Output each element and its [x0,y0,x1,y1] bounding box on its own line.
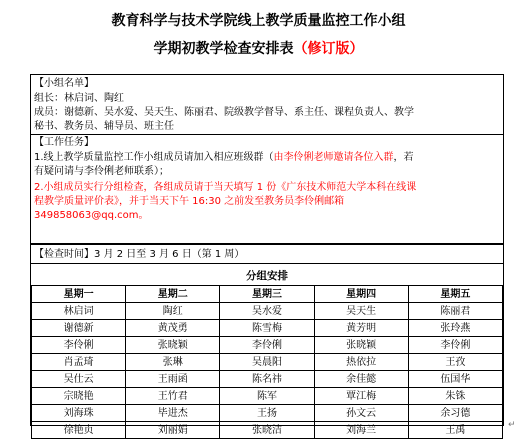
tasks-heading: 【工作任务】 [34,137,94,148]
table-cell: 王竹君 [126,388,220,405]
task-item-1 [34,151,500,164]
schedule-table [31,285,503,439]
group-leader: 组长：林启词、陶红 [34,93,124,104]
table-row [32,320,503,337]
table-cell: 吴仕云 [32,371,126,388]
table-cell: 毕进杰 [126,405,220,422]
table-cell: 刘丽娟 [126,422,220,439]
table-cell: 王扬 [220,405,314,422]
table-cell: 张玲燕 [408,320,502,337]
table-cell: 伍国华 [408,371,502,388]
divider [31,263,503,264]
table-cell: 张琳 [126,354,220,371]
table-cell: 李伶俐 [220,337,314,354]
task-item-2-cont: 程教学质量评价表》，并于当天下午 16:30 之前发至教务员李伶俐邮箱 [34,196,345,207]
table-cell: 张晓颖 [314,337,408,354]
table-cell: 吴晨阳 [220,354,314,371]
table-cell: 吴天生 [314,303,408,320]
table-cell: 陈雪梅 [220,320,314,337]
day-header: 星期三 [220,286,314,303]
table-cell: 热依拉 [314,354,408,371]
table-cell: 陈军 [220,388,314,405]
table-cell: 孙文云 [314,405,408,422]
table-cell: 林启词 [32,303,126,320]
table-cell: 余习德 [408,405,502,422]
table-cell: 李伶俐 [32,337,126,354]
table-cell: 余佳懿 [314,371,408,388]
table-row [32,405,503,422]
table-row [32,303,503,320]
table-cell: 张晓洁 [220,422,314,439]
task-1-text-b: ，若 [393,152,414,163]
table-cell: 覃江梅 [314,388,408,405]
subtitle-main: 学期初教学检查安排表 [153,41,294,57]
table-cell: 徐艳贞 [32,422,126,439]
task-1-highlight: 由李伶俐老师邀请各位入群 [273,152,394,163]
info-box [30,74,504,244]
table-cell: 刘海兰 [314,422,408,439]
paragraph-mark: ↵ [508,420,516,430]
table-cell: 陈丽君 [408,303,502,320]
table-header-row [32,286,503,303]
task-item-1-cont: 有疑问请与李伶俐老师联系）； [34,166,169,177]
table-row [32,371,503,388]
table-cell: 黄茂勇 [126,320,220,337]
table-cell: 黄芳明 [314,320,408,337]
table-cell: 张晓颖 [126,337,220,354]
group-members-line1: 成员：谢德新、吴水爱、吴天生、陈丽君、院级教学督导、系主任、课程负责人、教学 [34,107,414,118]
table-cell: 谢德新 [32,320,126,337]
day-header: 星期五 [408,286,502,303]
day-header: 星期一 [32,286,126,303]
group-members-line2: 秘书、教务员、辅导员、班主任 [34,121,174,132]
document-title: 教育科学与技术学院线上教学质量监控工作小组 [111,13,406,29]
task-item-2: 2.小组成员实行分组检查，各组成员请于当天填写 1 份《广东技术师范大学本科在线课 [34,182,417,193]
task-1-text-a: 1.线上教学质量监控工作小组成员请加入相应班级群（ [34,152,274,163]
table-body [32,303,503,439]
table-row [32,354,503,371]
table-cell: 陈名祎 [220,371,314,388]
section-title: 分组安排 [246,270,288,282]
table-row [32,422,503,439]
table-cell: 王孜 [408,354,502,371]
revision-label: （修订版） [293,41,364,57]
day-header: 星期四 [314,286,408,303]
divider [31,134,503,135]
table-cell: 王禹 [408,422,502,439]
table-cell: 王雨函 [126,371,220,388]
table-cell: 陶红 [126,303,220,320]
table-cell: 肖孟琦 [32,354,126,371]
table-cell: 刘海珠 [32,405,126,422]
document-subtitle [0,38,517,58]
table-cell: 朱铢 [408,388,502,405]
table-row [32,388,503,405]
schedule-box [30,244,504,436]
group-heading: 【小组名单】 [34,78,94,89]
day-header: 星期二 [126,286,220,303]
table-cell: 宗晓艳 [32,388,126,405]
inspection-time: 【检查时间】3 月 2 日至 3 月 6 日（第 1 周） [34,249,245,260]
table-row [32,337,503,354]
table-cell: 李伶俐 [408,337,502,354]
table-cell: 吴水爱 [220,303,314,320]
task-email: 349858063@qq.com。 [34,210,149,221]
